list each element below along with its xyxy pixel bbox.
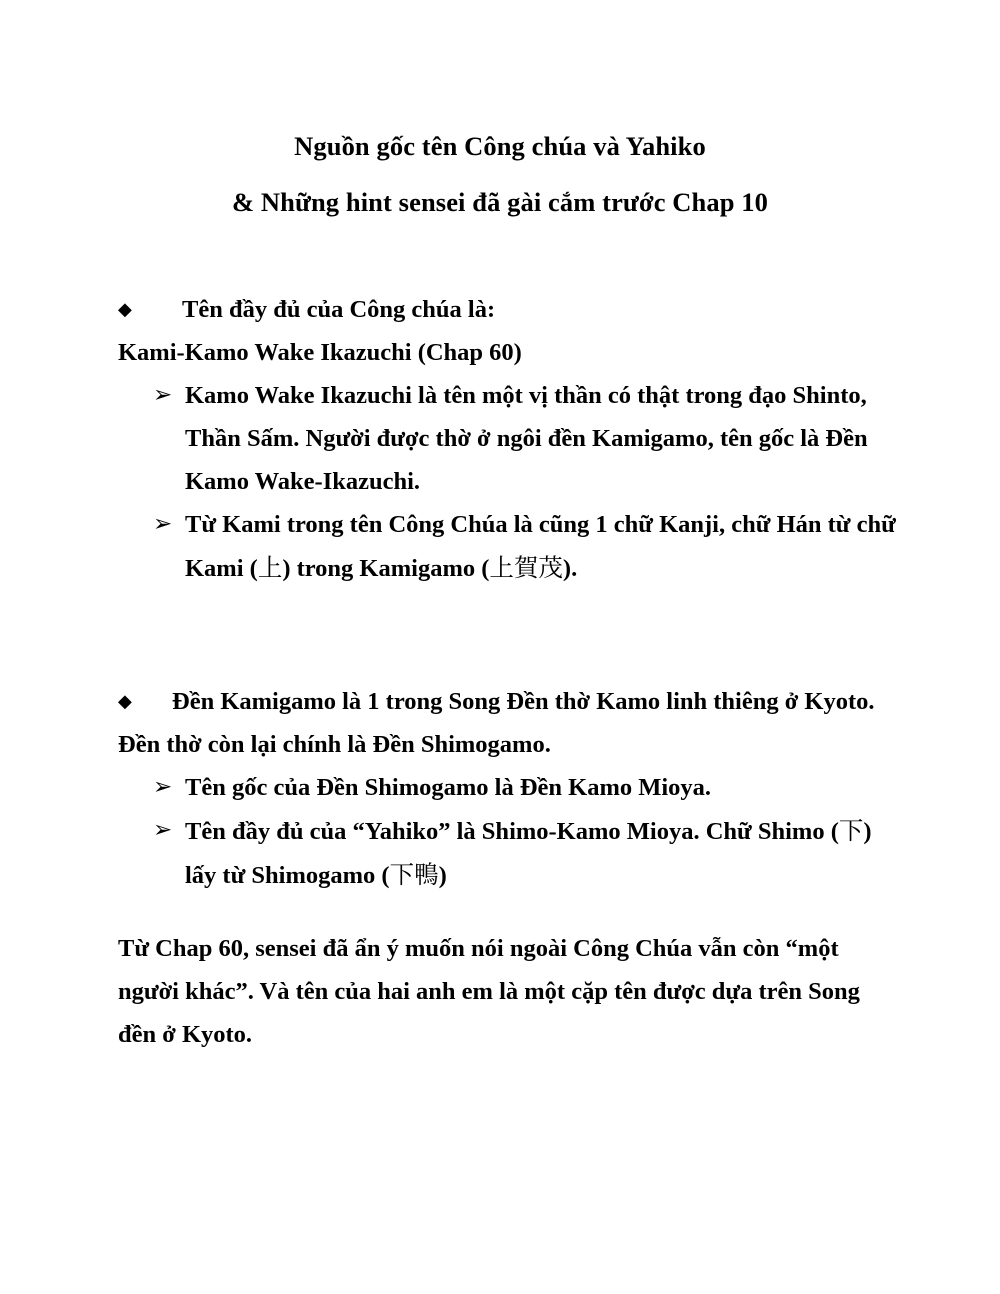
kanji-shimo-shita: 下 bbox=[838, 816, 864, 845]
arrow-bullet-icon: ➢ bbox=[153, 382, 173, 408]
section-divider-space bbox=[0, 590, 1000, 680]
bullet-kamigamo-twin-shrine bbox=[0, 680, 1000, 766]
section-kamigamo-shrine bbox=[0, 680, 1000, 897]
subbullet-text-part-1: Tên đầy đủ của “Yahiko” là Shimo-Kamo Mioya. Chữ Shimo ( bbox=[185, 818, 839, 845]
bullet-text: Tên đầy đủ của Công chúa là: bbox=[182, 296, 496, 323]
subbullet-text-part-3: ). bbox=[562, 555, 578, 582]
subbullet-text-part-1: Từ Kami trong tên Công Chúa là cũng 1 chữ Kanji, chữ Hán từ chữ Kami ( bbox=[185, 511, 902, 582]
kanji-kami-ue: 上 bbox=[257, 553, 283, 582]
arrow-bullet-icon: ➢ bbox=[153, 511, 173, 537]
bullet-text-content: Đền Kamigamo là 1 trong Song Đền thờ Kamo linh thiêng ở Kyoto. Đền thờ còn lại chính là Đền Shimogamo. bbox=[118, 688, 881, 758]
subbullet-text-part-2: ) trong Kamigamo ( bbox=[282, 555, 490, 582]
bullet-full-name-princess bbox=[0, 288, 1000, 374]
subbullet-text-part-3: ) bbox=[438, 862, 447, 889]
subbullet-text: Kamo Wake Ikazuchi là tên một vị thần có thật trong đạo Shinto, Thần Sấm. Người được thờ ở ngôi đền Kamigamo, tên gốc là Đền Kamo Wake-Ikazuchi. bbox=[185, 382, 874, 495]
subbullet-kamo-wake-ikazuchi-deity bbox=[0, 374, 1000, 503]
subbullet-text: Tên gốc của Đền Shimogamo là Đền Kamo Mioya. bbox=[185, 774, 712, 801]
title-line-2: & Những hint sensei đã gài cắm trước Chap 10 bbox=[231, 187, 768, 217]
subbullet-text bbox=[185, 503, 900, 590]
subbullet-text-part-2: ) lấy từ Shimogamo ( bbox=[185, 818, 878, 889]
document-title bbox=[0, 118, 1000, 230]
paragraph-spacer bbox=[0, 897, 1000, 927]
subbullet-kami-kanji bbox=[0, 503, 1000, 590]
closing-paragraph: Từ Chap 60, sensei đã ẩn ý muốn nói ngoài Công Chúa vẫn còn “một người khác”. Và tên của hai anh em là một cặp tên được dựa trên Song đền ở Kyoto. bbox=[118, 935, 866, 1048]
subbullet-shimogamo-original-name bbox=[0, 766, 1000, 809]
diamond-bullet-icon: ◆ bbox=[118, 691, 132, 712]
subbullet-text bbox=[185, 809, 900, 897]
bullet-text bbox=[118, 680, 900, 766]
arrow-bullet-icon: ➢ bbox=[153, 774, 173, 800]
kanji-shimogamo: 下鴨 bbox=[389, 860, 439, 889]
kanji-kamigamo: 上賀茂 bbox=[489, 553, 563, 582]
bullet-full-name-princess-line-2: Kami-Kamo Wake Ikazuchi (Chap 60) bbox=[118, 339, 522, 366]
title-line-1: Nguồn gốc tên Công chúa và Yahiko bbox=[294, 131, 706, 161]
diamond-bullet-icon: ◆ bbox=[118, 299, 132, 320]
subbullet-yahiko-full-name bbox=[0, 809, 1000, 897]
arrow-bullet-icon: ➢ bbox=[153, 817, 173, 843]
bullet-full-name-princess-line-1 bbox=[128, 288, 900, 331]
section-princess-name bbox=[0, 288, 1000, 590]
document-body bbox=[0, 288, 1000, 1056]
